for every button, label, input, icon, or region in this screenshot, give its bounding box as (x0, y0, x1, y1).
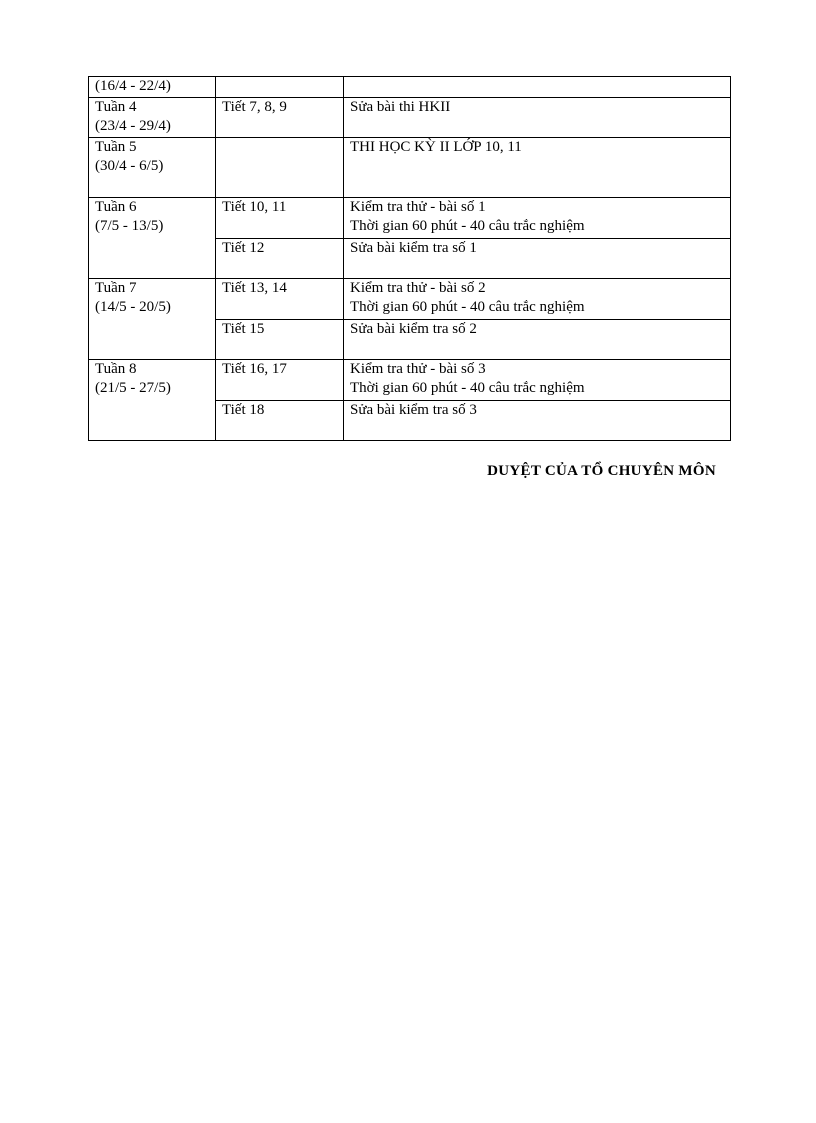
week-date: (16/4 - 22/4) (95, 78, 171, 94)
week-cell (89, 98, 216, 138)
week-cell (89, 198, 216, 279)
content-cell: Kiểm tra thử - bài số 1 Thời gian 60 phút - 40 câu trắc nghiệm (344, 198, 731, 239)
period-cell: Tiết 15 (216, 320, 344, 360)
content-cell: Kiểm tra thử - bài số 3 Thời gian 60 phút - 40 câu trắc nghiệm (344, 360, 731, 401)
period-cell: Tiết 16, 17 (216, 360, 344, 401)
content-cell (344, 77, 731, 98)
week-label: Tuần 7 (95, 280, 137, 296)
week-date: (30/4 - 6/5) (95, 158, 164, 174)
period-cell: Tiết 7, 8, 9 (216, 98, 344, 138)
content-cell: Sửa bài kiểm tra số 1 (344, 239, 731, 279)
content-cell: THI HỌC KỲ II LỚP 10, 11 (344, 138, 731, 198)
week-label: Tuần 8 (95, 361, 137, 377)
approval-heading: DUYỆT CỦA TỔ CHUYÊN MÔN (487, 463, 716, 479)
period-cell (216, 77, 344, 98)
week-label: Tuần 4 (95, 99, 137, 115)
table-row (89, 138, 731, 198)
week-label: Tuần 6 (95, 199, 137, 215)
table-row (89, 77, 731, 98)
table-row (89, 279, 731, 320)
table-row (89, 198, 731, 239)
table-row (89, 360, 731, 401)
week-date: (23/4 - 29/4) (95, 118, 171, 134)
week-cell (89, 138, 216, 198)
period-cell (216, 138, 344, 198)
week-date: (21/5 - 27/5) (95, 380, 171, 396)
week-cell (89, 360, 216, 441)
week-cell (89, 279, 216, 360)
week-label: Tuần 5 (95, 139, 137, 155)
content-cell: Sửa bài thi HKII (344, 98, 731, 138)
period-cell: Tiết 18 (216, 401, 344, 441)
week-date: (14/5 - 20/5) (95, 299, 171, 315)
week-date: (7/5 - 13/5) (95, 218, 164, 234)
table-row (89, 98, 731, 138)
period-cell: Tiết 10, 11 (216, 198, 344, 239)
period-cell: Tiết 13, 14 (216, 279, 344, 320)
content-cell: Sửa bài kiểm tra số 3 (344, 401, 731, 441)
schedule-table (88, 76, 731, 441)
period-cell: Tiết 12 (216, 239, 344, 279)
content-cell: Sửa bài kiểm tra số 2 (344, 320, 731, 360)
content-cell: Kiểm tra thử - bài số 2 Thời gian 60 phút - 40 câu trắc nghiệm (344, 279, 731, 320)
week-cell (89, 77, 216, 98)
